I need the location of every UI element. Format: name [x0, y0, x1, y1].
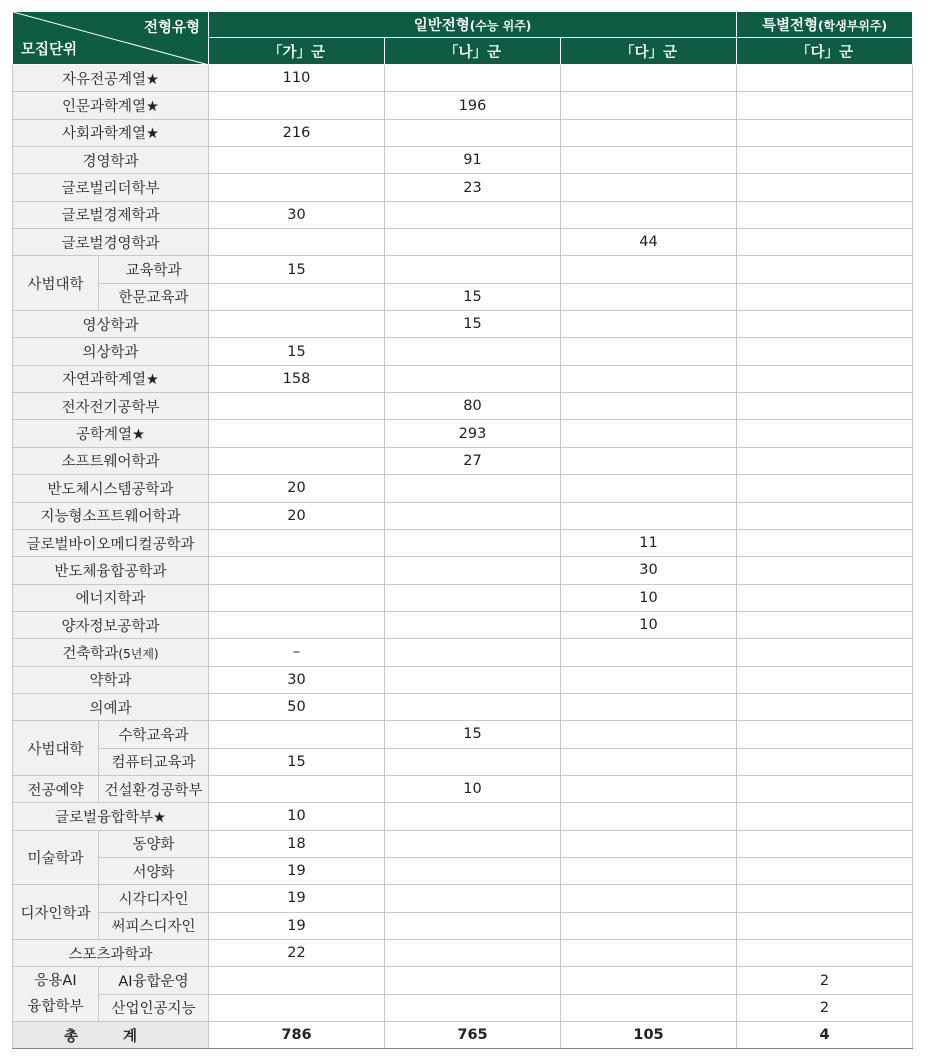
quota-cell-ga: –: [209, 639, 385, 666]
total-da: 105: [561, 1022, 737, 1049]
quota-cell-da: [561, 119, 737, 146]
unit-name-cell: [13, 420, 209, 447]
quota-cell-da: [561, 721, 737, 748]
unit-name: 지능형소프트웨어학과: [40, 509, 181, 526]
quota-cell-na: [385, 201, 561, 228]
unit-name-cell: [13, 201, 209, 228]
quota-cell-da: [561, 940, 737, 967]
unit-name-cell: [13, 229, 209, 256]
quota-cell-ga: [209, 311, 385, 338]
quota-cell-sp: [737, 256, 913, 283]
group-unit-cell: [13, 967, 99, 1022]
quota-cell-ga: 22: [209, 940, 385, 967]
quota-cell-na: [385, 475, 561, 502]
quota-cell-na: 10: [385, 775, 561, 802]
header-row-1: [13, 12, 913, 38]
unit-name-cell: [13, 502, 209, 529]
da-group-header: 「다」군: [561, 38, 737, 65]
quota-cell-da: [561, 65, 737, 92]
unit-name-cell: [13, 393, 209, 420]
quota-cell-sp: [737, 119, 913, 146]
quota-cell-na: [385, 885, 561, 912]
unit-name-cell: [13, 65, 209, 92]
total-na: 765: [385, 1022, 561, 1049]
quota-cell-da: [561, 420, 737, 447]
unit-name: 동양화: [132, 837, 175, 854]
quota-cell-da: [561, 803, 737, 830]
quota-cell-ga: [209, 584, 385, 611]
unit-name-cell: [13, 365, 209, 392]
quota-cell-sp: [737, 420, 913, 447]
unit-name: 에너지학과: [75, 591, 146, 608]
quota-cell-na: [385, 830, 561, 857]
quota-cell-da: [561, 338, 737, 365]
quota-cell-sp: [737, 693, 913, 720]
unit-name: 의상학과: [82, 345, 139, 362]
quota-cell-ga: 30: [209, 201, 385, 228]
quota-cell-da: [561, 147, 737, 174]
unit-name-cell: [99, 994, 209, 1021]
quota-cell-ga: [209, 283, 385, 310]
quota-cell-sp: [737, 557, 913, 584]
group-unit-cell: 전공예약: [13, 775, 99, 802]
quota-cell-na: [385, 940, 561, 967]
table-row: [13, 201, 913, 228]
corner-header: [13, 12, 209, 65]
total-row: [13, 1022, 913, 1049]
quota-cell-da: [561, 994, 737, 1021]
unit-name: 수학교육과: [118, 727, 189, 744]
group-label: 응용AI: [34, 973, 77, 990]
unit-name-cell: [13, 447, 209, 474]
table-row: [13, 338, 913, 365]
table-row: [13, 529, 913, 556]
quota-cell-da: [561, 393, 737, 420]
quota-cell-ga: 216: [209, 119, 385, 146]
total-sp: 4: [737, 1022, 913, 1049]
quota-cell-sp: [737, 447, 913, 474]
quota-cell-na: [385, 529, 561, 556]
unit-name: 자유전공계열★: [61, 71, 160, 88]
quota-cell-ga: [209, 994, 385, 1021]
quota-cell-na: [385, 229, 561, 256]
table-row: [13, 611, 913, 638]
quota-cell-sp: [737, 338, 913, 365]
quota-cell-sp: [737, 174, 913, 201]
quota-cell-da: [561, 174, 737, 201]
quota-cell-sp: [737, 584, 913, 611]
quota-cell-da: [561, 201, 737, 228]
admission-quota-table: [12, 11, 913, 1049]
quota-cell-da: 30: [561, 557, 737, 584]
quota-cell-sp: [737, 502, 913, 529]
quota-cell-na: [385, 857, 561, 884]
unit-name: 글로벌경영학과: [61, 235, 160, 252]
quota-cell-sp: [737, 365, 913, 392]
table-row: [13, 65, 913, 92]
quota-cell-sp: [737, 912, 913, 939]
ga-group-header: 「가」군: [209, 38, 385, 65]
quota-cell-ga: 110: [209, 65, 385, 92]
table-row: [13, 775, 913, 802]
quota-cell-ga: [209, 775, 385, 802]
total-ga: 786: [209, 1022, 385, 1049]
table-row: [13, 174, 913, 201]
unit-name: 글로벌리더학부: [61, 181, 160, 198]
group-label: 융합학부: [27, 999, 84, 1016]
special-admission-header: [737, 12, 913, 38]
quota-cell-sp: [737, 201, 913, 228]
quota-cell-da: [561, 885, 737, 912]
quota-cell-na: 80: [385, 393, 561, 420]
quota-cell-sp: 2: [737, 994, 913, 1021]
unit-name: 반도체융합공학과: [54, 563, 167, 580]
quota-cell-sp: [737, 885, 913, 912]
general-admission-header: [209, 12, 737, 38]
unit-name-cell: [13, 529, 209, 556]
quota-cell-da: [561, 283, 737, 310]
quota-cell-sp: [737, 748, 913, 775]
table-row: [13, 666, 913, 693]
quota-cell-da: [561, 502, 737, 529]
unit-name: 반도체시스템공학과: [47, 481, 174, 498]
unit-name: 인문과학계열★: [61, 99, 160, 116]
quota-cell-sp: [737, 283, 913, 310]
unit-name: 의예과: [89, 700, 132, 717]
quota-cell-ga: [209, 174, 385, 201]
unit-name-cell: [13, 666, 209, 693]
table-row: [13, 256, 913, 283]
unit-name: 약학과: [89, 673, 132, 690]
quota-cell-sp: [737, 311, 913, 338]
unit-name: 시각디자인: [118, 891, 189, 908]
quota-cell-da: [561, 92, 737, 119]
unit-name-cell: [99, 885, 209, 912]
quota-cell-na: 196: [385, 92, 561, 119]
table-row: [13, 365, 913, 392]
quota-cell-ga: [209, 611, 385, 638]
special-label: 특별전형: [762, 18, 819, 34]
unit-name: 글로벌경제학과: [61, 208, 160, 225]
quota-cell-da: [561, 857, 737, 884]
quota-cell-sp: [737, 229, 913, 256]
unit-name-cell: [13, 611, 209, 638]
quota-cell-da: [561, 967, 737, 994]
quota-cell-ga: [209, 557, 385, 584]
table-body: [13, 65, 913, 1049]
table-row: [13, 912, 913, 939]
quota-cell-sp: [737, 147, 913, 174]
unit-name-cell: [99, 912, 209, 939]
quota-cell-na: [385, 994, 561, 1021]
quota-cell-ga: [209, 967, 385, 994]
unit-name: 공학계열★: [75, 427, 146, 444]
quota-cell-na: [385, 557, 561, 584]
table-row: [13, 803, 913, 830]
unit-name: 글로벌바이오메디컬공학과: [26, 536, 195, 553]
table-row: [13, 119, 913, 146]
table-row: [13, 447, 913, 474]
unit-name-cell: [13, 174, 209, 201]
unit-name-cell: [99, 775, 209, 802]
quota-cell-na: 27: [385, 447, 561, 474]
na-group-header: 「나」군: [385, 38, 561, 65]
quota-cell-da: [561, 748, 737, 775]
unit-name-cell: [13, 940, 209, 967]
group-unit-cell: 사범대학: [13, 721, 99, 776]
table-row: [13, 420, 913, 447]
quota-cell-da: [561, 639, 737, 666]
quota-cell-ga: 18: [209, 830, 385, 857]
unit-name: AI융합운영: [118, 974, 189, 991]
quota-cell-sp: [737, 940, 913, 967]
quota-cell-na: 23: [385, 174, 561, 201]
unit-name: 컴퓨터교육과: [111, 755, 196, 772]
unit-name: 산업인공지능: [111, 1001, 196, 1018]
quota-cell-da: 11: [561, 529, 737, 556]
unit-name-cell: [13, 119, 209, 146]
table-row: [13, 693, 913, 720]
quota-cell-na: [385, 639, 561, 666]
quota-cell-na: [385, 666, 561, 693]
unit-name-cell: [99, 256, 209, 283]
quota-cell-da: [561, 447, 737, 474]
quota-cell-sp: 2: [737, 967, 913, 994]
quota-cell-ga: 158: [209, 365, 385, 392]
table-row: [13, 830, 913, 857]
unit-name-cell: [99, 830, 209, 857]
unit-name-cell: [13, 475, 209, 502]
group-unit-cell: 사범대학: [13, 256, 99, 311]
quota-cell-ga: [209, 420, 385, 447]
quota-cell-sp: [737, 830, 913, 857]
quota-cell-ga: [209, 721, 385, 748]
general-label: 일반전형: [413, 18, 470, 34]
unit-name: 건축학과: [62, 645, 119, 662]
unit-name: 전자전기공학부: [61, 399, 160, 416]
unit-name: 자연과학계열★: [61, 372, 160, 389]
unit-name: 써피스디자인: [111, 919, 196, 936]
table-row: [13, 147, 913, 174]
quota-cell-na: [385, 502, 561, 529]
quota-cell-ga: [209, 147, 385, 174]
quota-cell-sp: [737, 775, 913, 802]
unit-name-cell: [99, 283, 209, 310]
unit-name-cell: [13, 147, 209, 174]
unit-name-cell: [13, 584, 209, 611]
table-row: [13, 557, 913, 584]
quota-cell-na: 15: [385, 311, 561, 338]
quota-cell-ga: 15: [209, 748, 385, 775]
unit-name-cell: [13, 557, 209, 584]
quota-cell-sp: [737, 529, 913, 556]
unit-name-cell: [13, 639, 209, 666]
unit-name-cell: [13, 338, 209, 365]
table-row: [13, 283, 913, 310]
quota-cell-ga: [209, 529, 385, 556]
group-unit-cell: 디자인학과: [13, 885, 99, 940]
table-row: [13, 940, 913, 967]
unit-name: 한문교육과: [118, 290, 189, 307]
quota-cell-da: [561, 693, 737, 720]
table-row: [13, 475, 913, 502]
quota-cell-ga: [209, 229, 385, 256]
quota-cell-na: [385, 693, 561, 720]
quota-cell-ga: 30: [209, 666, 385, 693]
quota-cell-da: [561, 475, 737, 502]
unit-name-cell: [13, 92, 209, 119]
general-note: (수능 위주): [469, 19, 532, 33]
table-row: [13, 994, 913, 1021]
quota-cell-ga: [209, 393, 385, 420]
unit-name: 스포츠과학과: [68, 946, 153, 963]
quota-cell-na: [385, 584, 561, 611]
quota-cell-na: [385, 256, 561, 283]
total-label: 총 계: [13, 1022, 209, 1049]
table-row: [13, 502, 913, 529]
quota-cell-da: [561, 775, 737, 802]
quota-cell-ga: [209, 447, 385, 474]
quota-cell-da: [561, 311, 737, 338]
quota-cell-na: 91: [385, 147, 561, 174]
quota-cell-sp: [737, 803, 913, 830]
quota-cell-da: [561, 256, 737, 283]
table-row: [13, 721, 913, 748]
quota-cell-ga: 20: [209, 502, 385, 529]
unit-name: 경영학과: [82, 153, 139, 170]
quota-cell-da: 44: [561, 229, 737, 256]
quota-cell-na: [385, 365, 561, 392]
unit-name-note: (5년제): [118, 646, 159, 661]
unit-name-cell: [99, 967, 209, 994]
table-row: [13, 857, 913, 884]
table-row: [13, 393, 913, 420]
quota-cell-sp: [737, 721, 913, 748]
quota-cell-ga: [209, 92, 385, 119]
table-row: [13, 584, 913, 611]
unit-name: 소프트웨어학과: [61, 454, 160, 471]
da-special-header: 「다」군: [737, 38, 913, 65]
quota-cell-na: 15: [385, 721, 561, 748]
unit-name-cell: [99, 721, 209, 748]
quota-cell-na: 293: [385, 420, 561, 447]
quota-cell-ga: 20: [209, 475, 385, 502]
table-row: [13, 885, 913, 912]
table-row: [13, 311, 913, 338]
unit-name-cell: [13, 693, 209, 720]
unit-name: 교육학과: [125, 263, 182, 280]
quota-cell-da: [561, 666, 737, 693]
quota-cell-ga: 19: [209, 885, 385, 912]
unit-name: 사회과학계열★: [61, 126, 160, 143]
unit-name-cell: [99, 857, 209, 884]
quota-cell-sp: [737, 666, 913, 693]
quota-cell-na: [385, 119, 561, 146]
quota-cell-ga: 19: [209, 857, 385, 884]
quota-cell-da: [561, 912, 737, 939]
unit-name-cell: [13, 803, 209, 830]
quota-cell-na: [385, 748, 561, 775]
group-unit-cell: 미술학과: [13, 830, 99, 885]
quota-cell-sp: [737, 639, 913, 666]
quota-cell-sp: [737, 611, 913, 638]
table-row: [13, 229, 913, 256]
quota-cell-na: [385, 65, 561, 92]
quota-cell-da: [561, 830, 737, 857]
quota-cell-sp: [737, 65, 913, 92]
unit-name: 영상학과: [82, 317, 139, 334]
quota-cell-ga: 10: [209, 803, 385, 830]
quota-cell-sp: [737, 92, 913, 119]
quota-cell-da: 10: [561, 611, 737, 638]
quota-cell-sp: [737, 475, 913, 502]
quota-cell-na: 15: [385, 283, 561, 310]
unit-name-cell: [13, 311, 209, 338]
unit-name-cell: [99, 748, 209, 775]
quota-cell-ga: 50: [209, 693, 385, 720]
table-row: [13, 967, 913, 994]
quota-cell-sp: [737, 393, 913, 420]
quota-cell-na: [385, 967, 561, 994]
quota-cell-na: [385, 611, 561, 638]
unit-name: 글로벌융합학부★: [54, 809, 167, 826]
table-row: [13, 92, 913, 119]
special-note: (학생부위주): [818, 19, 887, 33]
corner-bottom-label: 모집단위: [21, 42, 78, 58]
quota-cell-sp: [737, 857, 913, 884]
corner-top-label: 전형유형: [143, 20, 200, 36]
quota-cell-ga: 19: [209, 912, 385, 939]
unit-name: 서양화: [132, 864, 175, 881]
quota-cell-na: [385, 803, 561, 830]
quota-cell-da: [561, 365, 737, 392]
quota-cell-ga: 15: [209, 338, 385, 365]
table-row: [13, 748, 913, 775]
unit-name: 양자정보공학과: [61, 618, 160, 635]
quota-cell-ga: 15: [209, 256, 385, 283]
unit-name: 건설환경공학부: [104, 782, 203, 799]
quota-cell-da: 10: [561, 584, 737, 611]
quota-cell-na: [385, 338, 561, 365]
table-row: [13, 639, 913, 666]
quota-cell-na: [385, 912, 561, 939]
